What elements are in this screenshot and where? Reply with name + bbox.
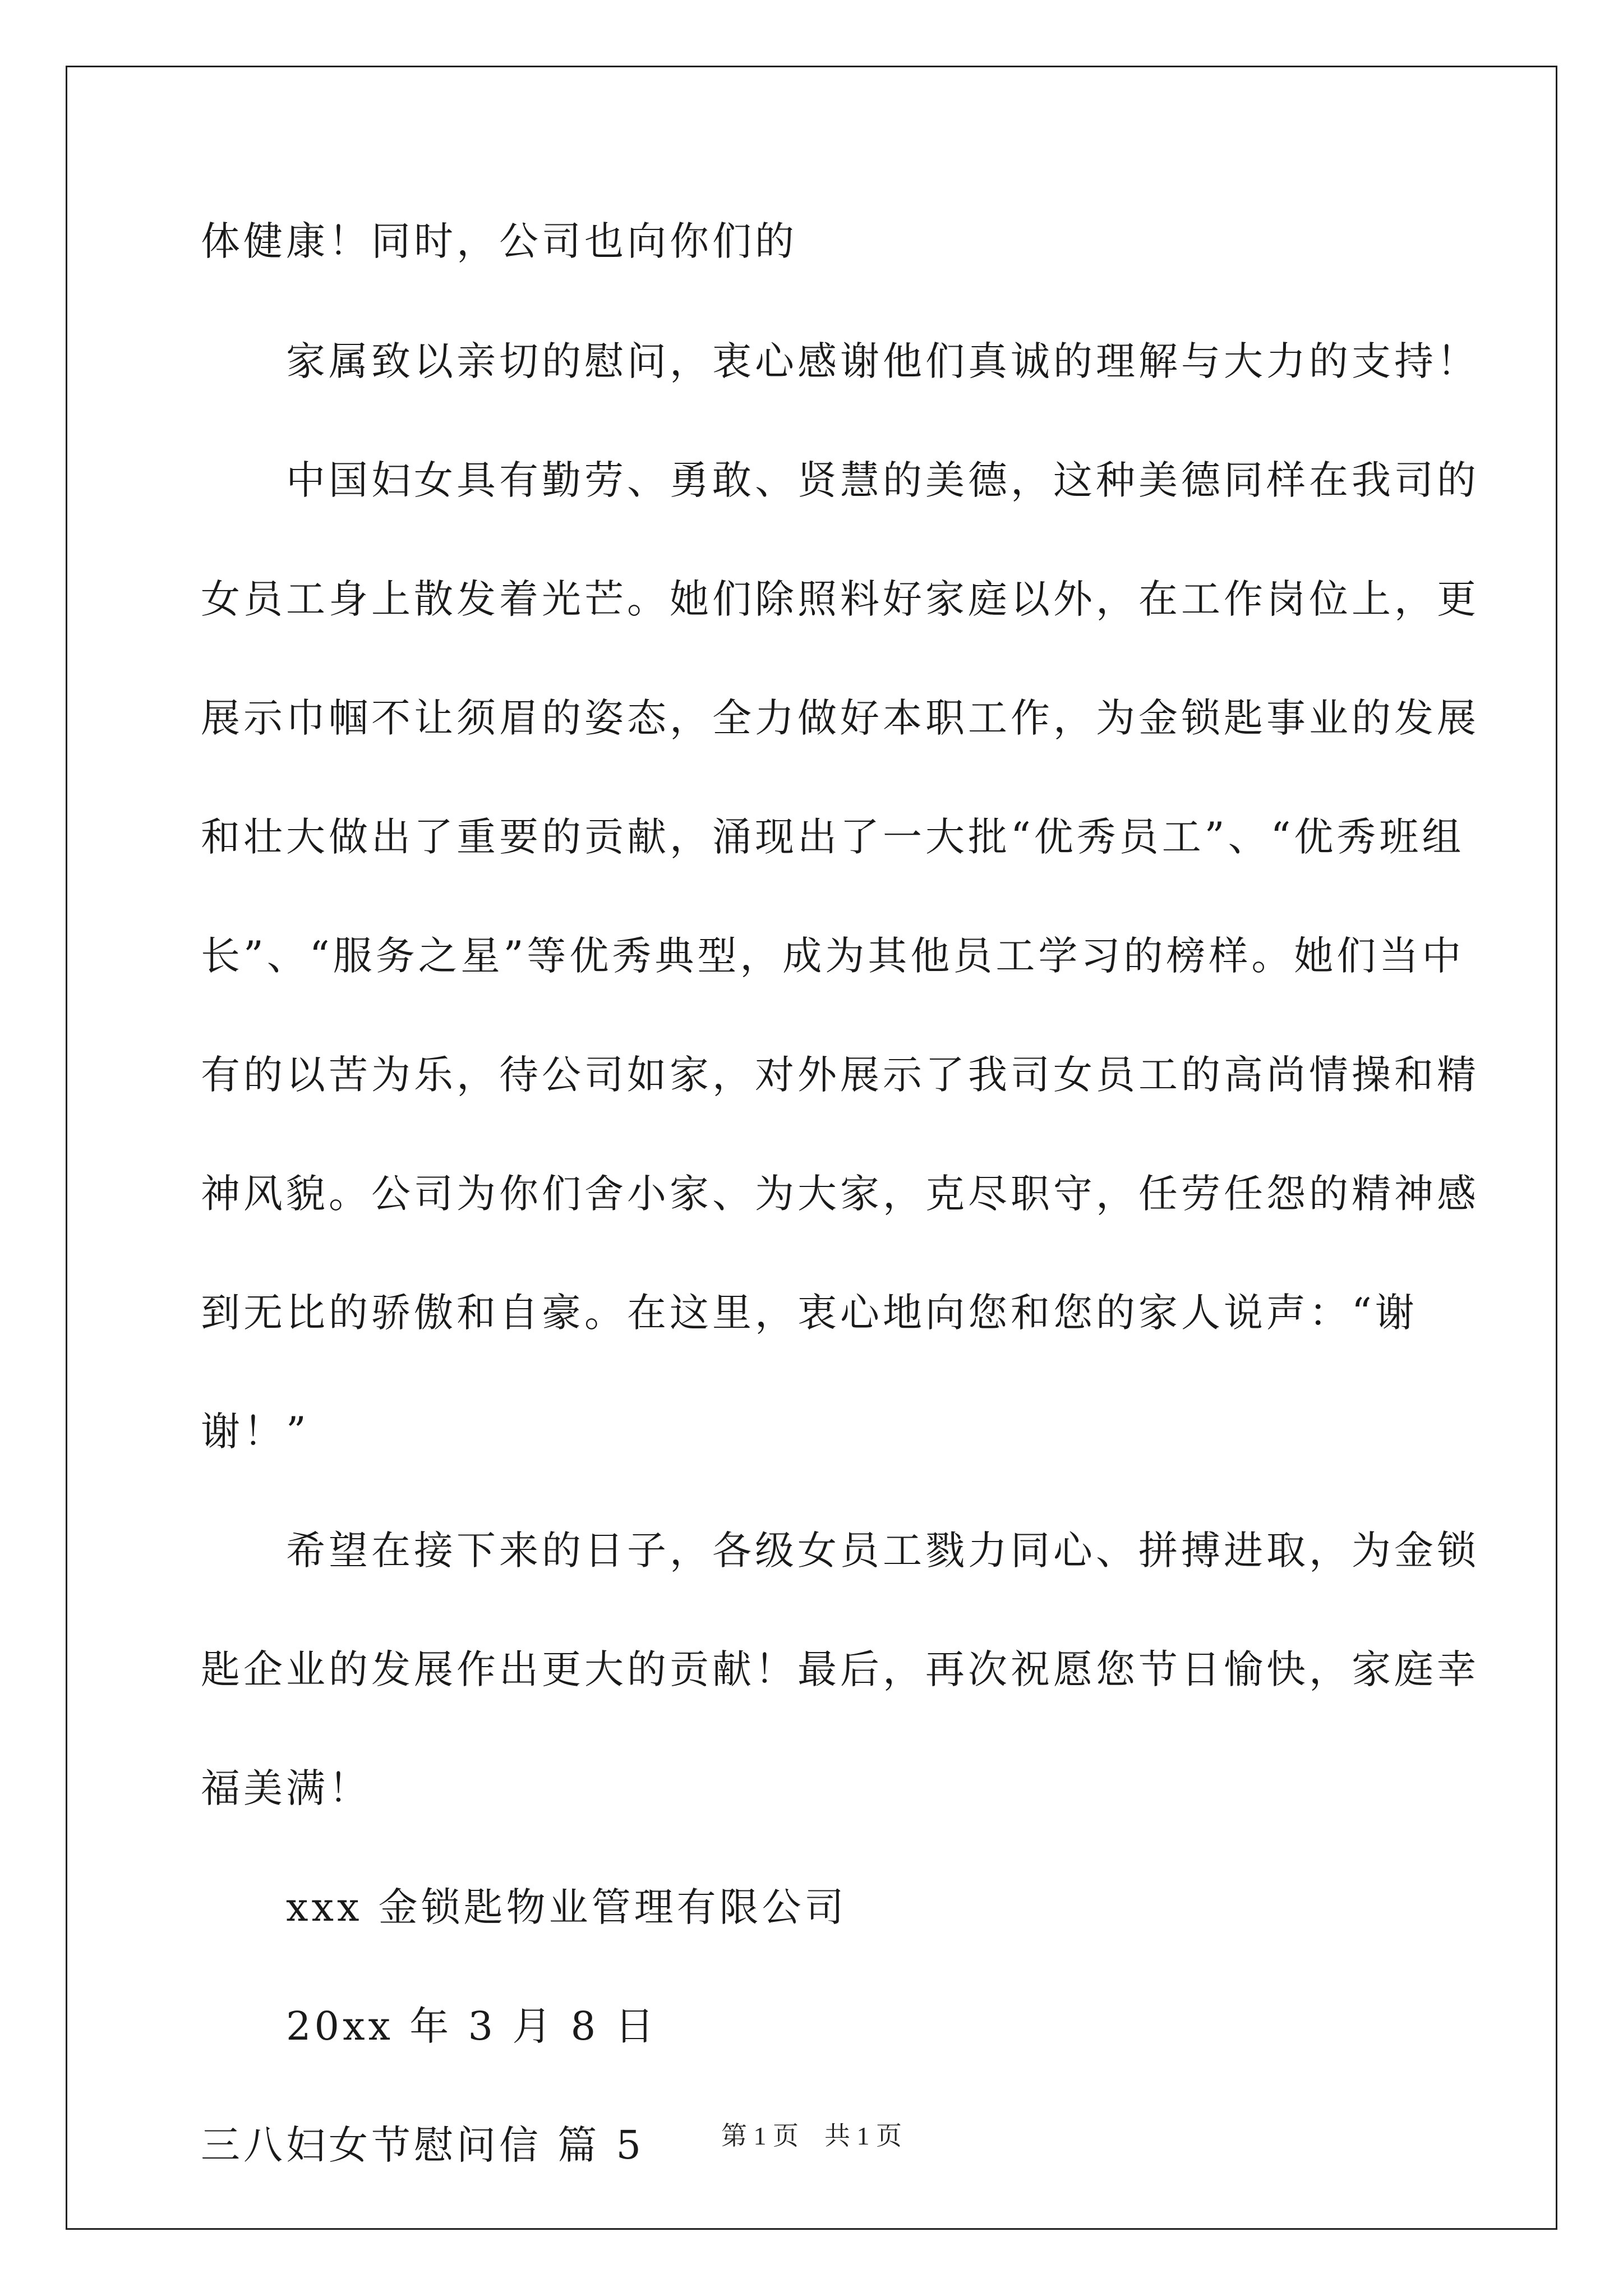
paragraph-line: 体健康！同时，公司也向你们的 xyxy=(201,218,797,264)
paragraph-line: 神风貌。公司为你们舍小家、为大家，克尽职守，任劳任怨的精神感 xyxy=(201,1171,1479,1217)
paragraph-line: 谢！” xyxy=(201,1409,310,1455)
paragraph-line: 展示巾帼不让须眉的姿态，全力做好本职工作，为金锁匙事业的发展 xyxy=(201,695,1479,741)
paragraph-line: 匙企业的发展作出更大的贡献！最后，再次祝愿您节日愉快，家庭幸 xyxy=(201,1646,1479,1692)
paragraph-line: 家属致以亲切的慰问，衷心感谢他们真诚的理解与大力的支持！ xyxy=(286,338,1479,384)
section-heading: 三八妇女节慰问信 篇 5 xyxy=(201,2122,645,2168)
signature-date: 20xx 年 3 月 8 日 xyxy=(286,2003,658,2049)
paragraph-line: 和壮大做出了重要的贡献，涌现出了一大批“优秀员工”、“优秀班组 xyxy=(201,814,1465,860)
paragraph-line: 有的以苦为乐，待公司如家，对外展示了我司女员工的高尚情操和精 xyxy=(201,1052,1479,1098)
paragraph-line: 到无比的骄傲和自豪。在这里，衷心地向您和您的家人说声：“谢 xyxy=(201,1290,1418,1336)
paragraph-line: 中国妇女具有勤劳、勇敢、贤慧的美德，这种美德同样在我司的 xyxy=(286,457,1479,503)
signature-company: xxx 金锁匙物业管理有限公司 xyxy=(286,1884,847,1930)
paragraph-line: 希望在接下来的日子，各级女员工戮力同心、拼搏进取，为金锁 xyxy=(286,1527,1479,1573)
paragraph-line: 福美满！ xyxy=(201,1765,371,1811)
paragraph-line: 长”、“服务之星”等优秀典型，成为其他员工学习的榜样。她们当中 xyxy=(201,933,1465,979)
paragraph-line: 女员工身上散发着光芒。她们除照料好家庭以外，在工作岗位上，更 xyxy=(201,576,1479,622)
document-body xyxy=(201,208,1479,2218)
page-number: 第 1 页 共 1 页 xyxy=(721,2122,902,2150)
